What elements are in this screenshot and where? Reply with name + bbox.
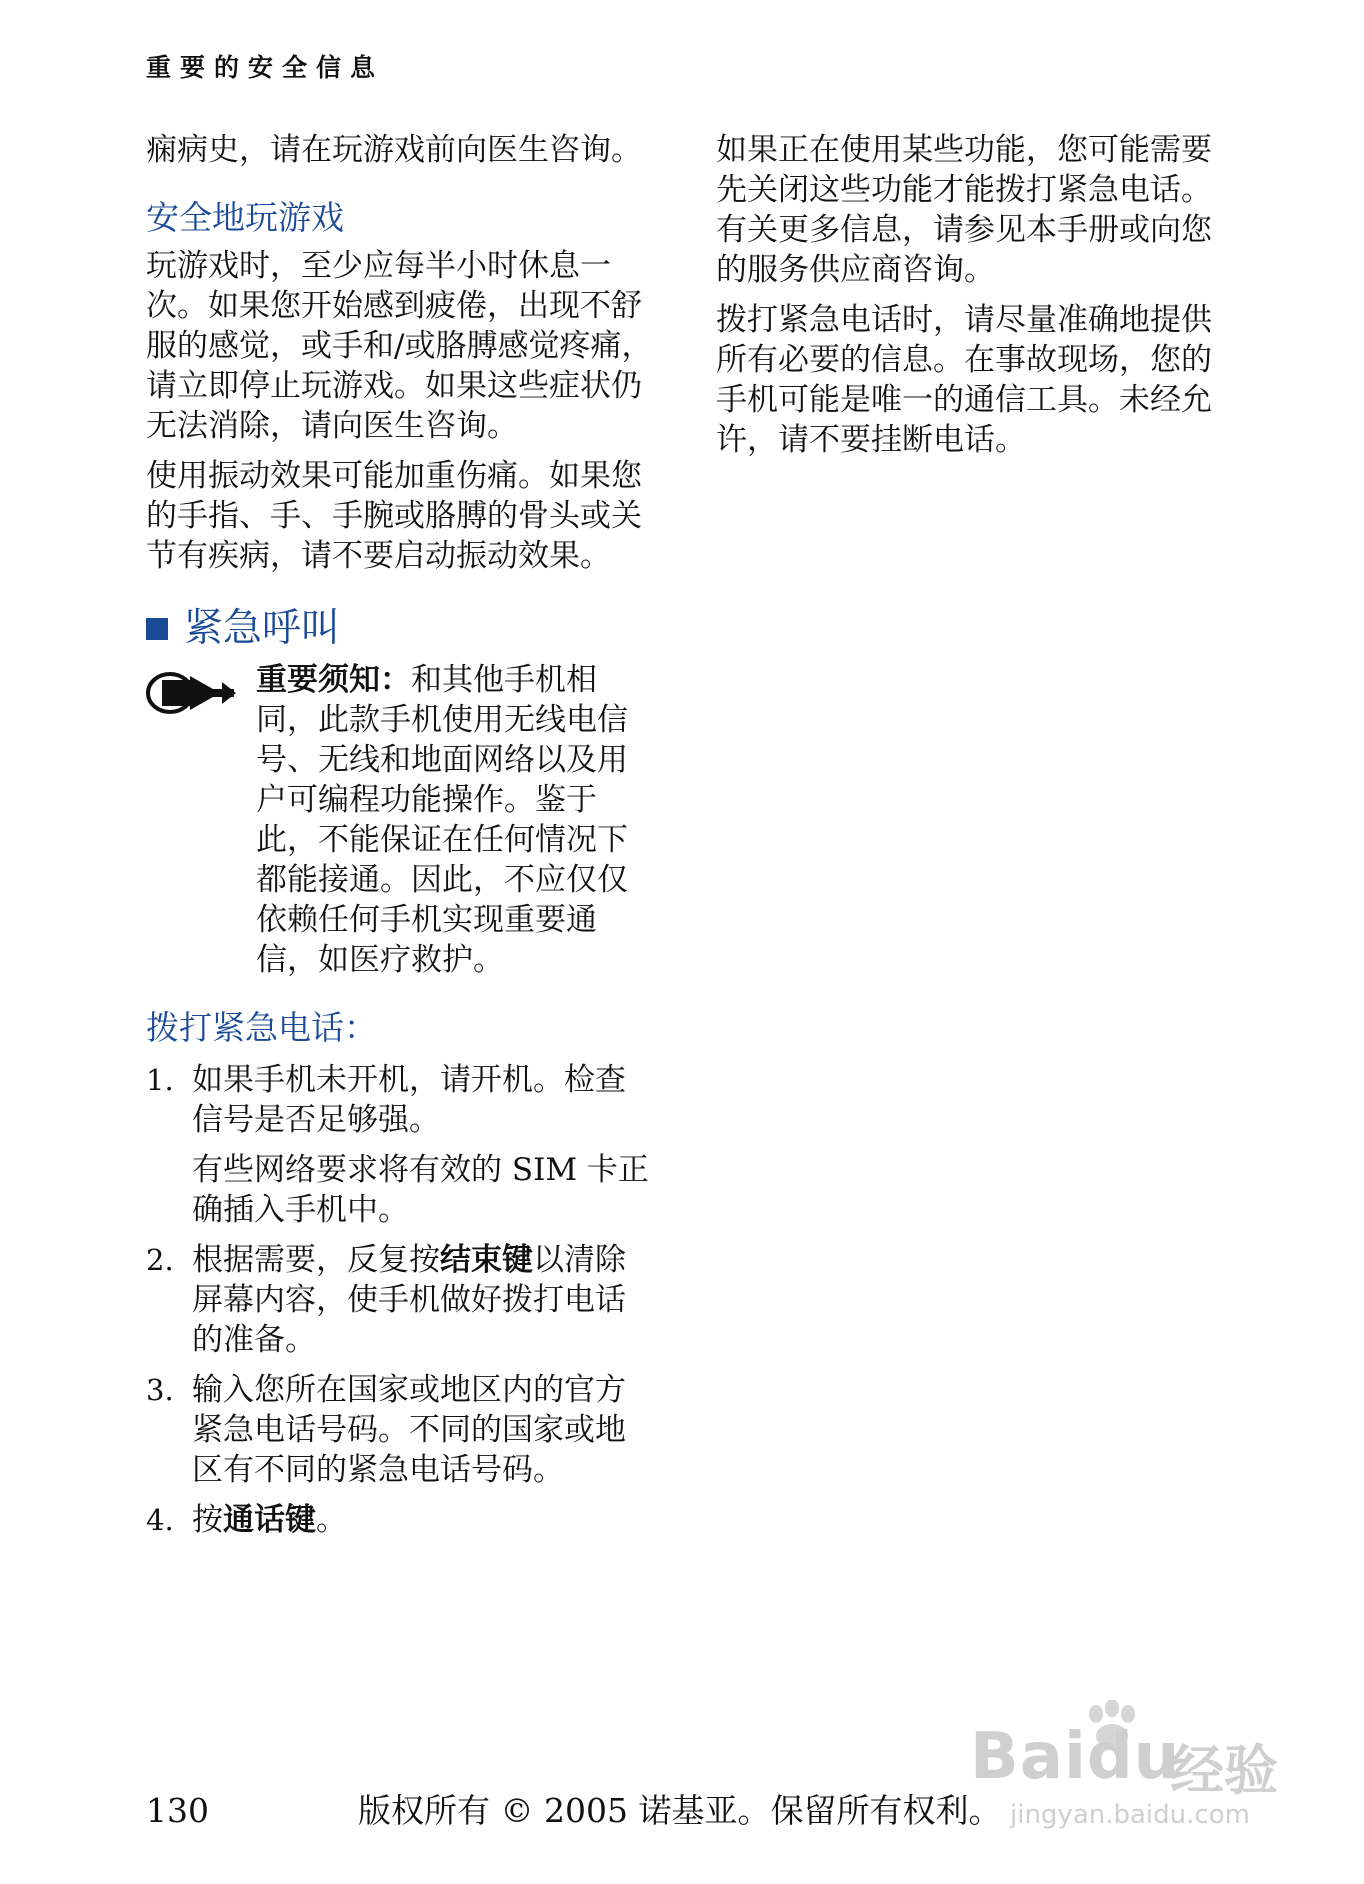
watermark-label: 经验 <box>1170 1739 1278 1802</box>
games-paragraph-2: 使用振动效果可能加重伤痛。如果您的手指、手、手腕或胳膊的骨头或关节有疾病，请不要启动振动效果。 <box>146 458 642 574</box>
right-paragraph-1: 如果正在使用某些功能，您可能需要先关闭这些功能才能拨打紧急电话。有关更多信息，请参见本手册或向您的服务供应商咨询。 <box>716 132 1212 288</box>
list-item <box>146 1240 656 1360</box>
heading-safe-gaming: 安全地玩游戏 <box>146 198 344 237</box>
step-subtext: 有些网络要求将有效的 SIM 卡正确插入手机中。 <box>192 1152 649 1228</box>
step-text-post: 。 <box>316 1502 347 1538</box>
note-text: 和其他手机相同，此款手机使用无线电信号、无线和地面网络以及用户可编程功能操作。鉴于此，不能保证在任何情况下都能接通。因此，不应仅仅依赖任何手机实现重要通信，如医疗救护。 <box>256 662 628 978</box>
watermark-url: jingyan.baidu.com <box>1010 1800 1250 1830</box>
call-key-label: 通话键 <box>223 1502 316 1538</box>
baidu-jingyan-watermark <box>970 1700 1300 1850</box>
left-column <box>146 130 656 1540</box>
heading-dial-emergency: 拨打紧急电话： <box>146 1008 377 1047</box>
step-number: 3. <box>146 1373 174 1407</box>
step-text-pre: 按 <box>192 1502 223 1538</box>
page-number: 130 <box>146 1791 209 1830</box>
note-lead: 重要须知： <box>256 662 411 698</box>
right-column <box>716 130 1236 460</box>
list-item <box>146 1370 656 1490</box>
running-header: 重要的安全信息 <box>146 53 385 82</box>
step-number: 4. <box>146 1503 174 1537</box>
step-number: 2. <box>146 1243 174 1277</box>
games-paragraph-1: 玩游戏时，至少应每半小时休息一次。如果您开始感到疲倦，出现不舒服的感觉，或手和/或胳膊感觉疼痛，请立即停止玩游戏。如果这些症状仍无法消除，请向医生咨询。 <box>146 248 653 444</box>
step-number: 1. <box>146 1063 174 1097</box>
list-item <box>146 1060 656 1230</box>
pointing-hand-icon <box>146 660 256 980</box>
step-text-post: 以清除屏幕内容，使手机做好拨打电话的准备。 <box>192 1242 626 1358</box>
important-note <box>146 660 656 980</box>
right-paragraph-2: 拨打紧急电话时，请尽量准确地提供所有必要的信息。在事故现场，您的手机可能是唯一的通信工具。未经允许，请不要挂断电话。 <box>716 302 1212 458</box>
intro-paragraph: 痫病史，请在玩游戏前向医生咨询。 <box>146 132 642 168</box>
copyright-notice: 版权所有 © 2005 诺基亚。保留所有权利。 <box>358 1791 1002 1830</box>
heading-emergency-calls <box>146 604 656 654</box>
heading-square-bullet <box>146 618 168 640</box>
note-body <box>256 660 656 980</box>
step-text: 如果手机未开机，请开机。检查信号是否足够强。 <box>192 1062 626 1138</box>
steps-list <box>146 1060 656 1540</box>
watermark-brand: Baidu <box>970 1720 1181 1794</box>
list-item <box>146 1500 656 1540</box>
end-key-label: 结束键 <box>440 1242 533 1278</box>
step-text: 输入您所在国家或地区内的官方紧急电话号码。不同的国家或地区有不同的紧急电话号码。 <box>192 1372 626 1488</box>
heading-emergency-calls-text: 紧急呼叫 <box>184 606 341 651</box>
step-text-pre: 根据需要，反复按 <box>192 1242 440 1278</box>
